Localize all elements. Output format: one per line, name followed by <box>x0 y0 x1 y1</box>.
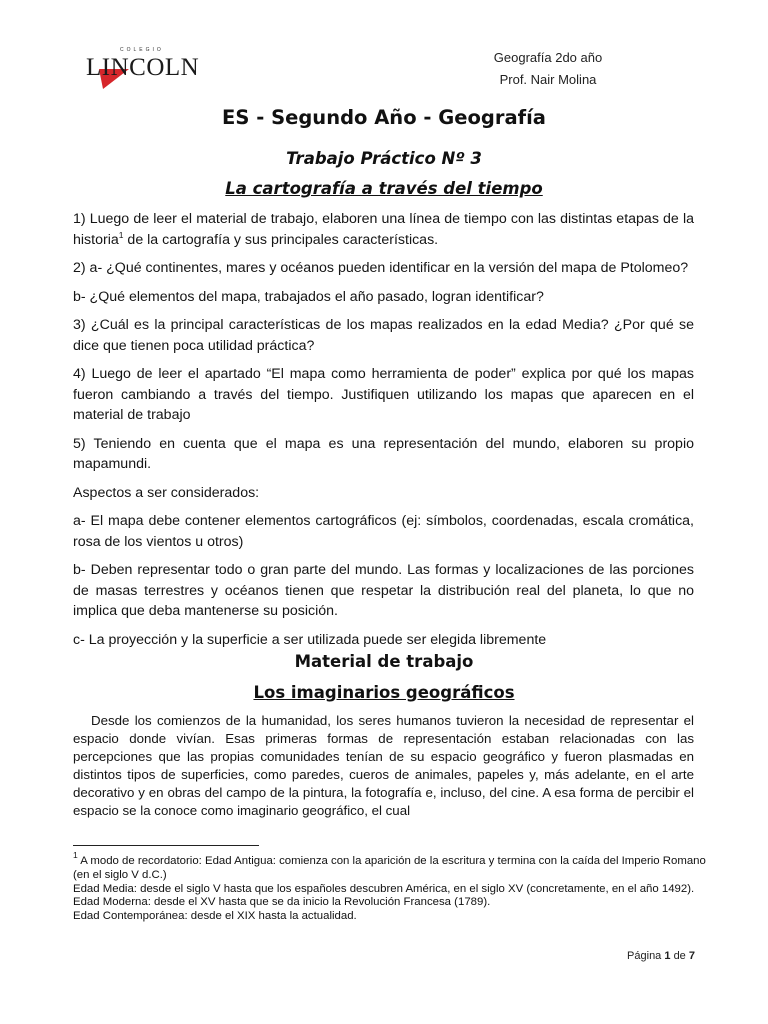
school-logo <box>86 46 200 94</box>
question-2a: 2) a- ¿Qué continentes, mares y océanos pueden identificar en la versión del mapa de Ptolomeo? <box>73 260 689 276</box>
imaginarios-heading: Los imaginarios geográficos <box>253 683 515 702</box>
essay-paragraph: Desde los comienzos de la humanidad, los seres humanos tuvieron la necesidad de representar el espacio donde vivían. Esas primeras formas de representación estaban relacionadas con las percepciones que las propias comunidades tenían de su espacio geográfico y fueron plasmadas en distintos tipos de superficies, como paredes, cueros de animales, papeles y, más adelante, en el arte decorativo y en obras del campo de la pintura, la fotografía e, incluso, del cine. A esa forma de percibir el espacio se la conoce como imaginario geográfico, el cual <box>73 713 694 818</box>
questions-section <box>73 209 694 658</box>
question-1-text-b: de la cartografía y sus principales características. <box>123 231 439 248</box>
material-heading: Material de trabajo <box>294 652 474 671</box>
page-number <box>560 950 695 962</box>
question-1-text-a: 1) Luego de leer el material de trabajo, elaboren una línea de tiempo con las distintas etapas de la historia <box>73 211 694 248</box>
aspect-c: c- La proyección y la superficie a ser utilizada puede ser elegida libremente <box>73 631 547 648</box>
footnote-divider <box>73 845 259 846</box>
pager-current: 1 <box>664 950 671 962</box>
question-3: 3) ¿Cuál es la principal características de los mapas realizados en la edad Media? ¿Por qué se dice que tienen poca utilidad práctica? <box>73 317 694 354</box>
aspects-title: Aspectos a ser considerados: <box>73 484 260 501</box>
footnote-line-2: Edad Media: desde el siglo V hasta que los españoles descubren América, en el siglo XV (concretamente, en el año 1492). <box>73 882 695 895</box>
footnote-line-1 <box>73 850 713 883</box>
assignment-title: Trabajo Práctico Nº 3 <box>286 149 482 168</box>
assignment-subtitle: La cartografía a través del tiempo <box>225 179 543 198</box>
question-1 <box>73 209 694 250</box>
footnote <box>73 850 713 924</box>
header-info <box>478 47 618 91</box>
teacher-label: Prof. Nair Molina <box>499 72 597 87</box>
footnote-ref: 1 <box>118 229 124 240</box>
question-4: 4) Luego de leer el apartado “El mapa como herramienta de poder” explica por qué los mapas fueron cambiando a través del tiempo. Justifiquen utilizando los mapas que aparecen en el material de trabajo <box>73 366 694 423</box>
document-title: ES - Segundo Año - Geografía <box>222 106 546 129</box>
pager-label: Página <box>627 950 662 962</box>
pager-of: de <box>673 950 686 962</box>
question-5: 5) Teniendo en cuenta que el mapa es una representación del mundo, elaboren su propio mapamundi. <box>73 435 694 472</box>
subject-label: Geografía 2do año <box>493 50 603 65</box>
aspect-a: a- El mapa debe contener elementos cartográficos (ej: símbolos, coordenadas, escala cromática, rosa de los vientos u otros) <box>73 513 694 550</box>
footnote-mark: 1 <box>73 850 78 860</box>
question-2b: b- ¿Qué elementos del mapa, trabajados el año pasado, logran identificar? <box>73 288 544 305</box>
logo-small-text: COLEGIO <box>120 47 164 53</box>
pager-total: 7 <box>688 950 695 962</box>
logo-word: LINCOLN <box>86 54 200 81</box>
footnote-line-3: Edad Moderna: desde el XV hasta que se da inicio la Revolución Francesa (1789). <box>73 896 491 909</box>
aspect-b: b- Deben representar todo o gran parte del mundo. Las formas y localizaciones de las porciones de masas terrestres y océanos tienen que respetar la distribución real del planeta, lo que no implica que deba mantenerse su posición. <box>73 562 694 619</box>
footnote-line-1-text: A modo de recordatorio: Edad Antigua: comienza con la aparición de la escritura y termina con la caída del Imperio Romano (en el siglo V d.C.) <box>73 855 706 881</box>
footnote-line-4: Edad Contemporánea: desde el XIX hasta la actualidad. <box>73 910 357 923</box>
